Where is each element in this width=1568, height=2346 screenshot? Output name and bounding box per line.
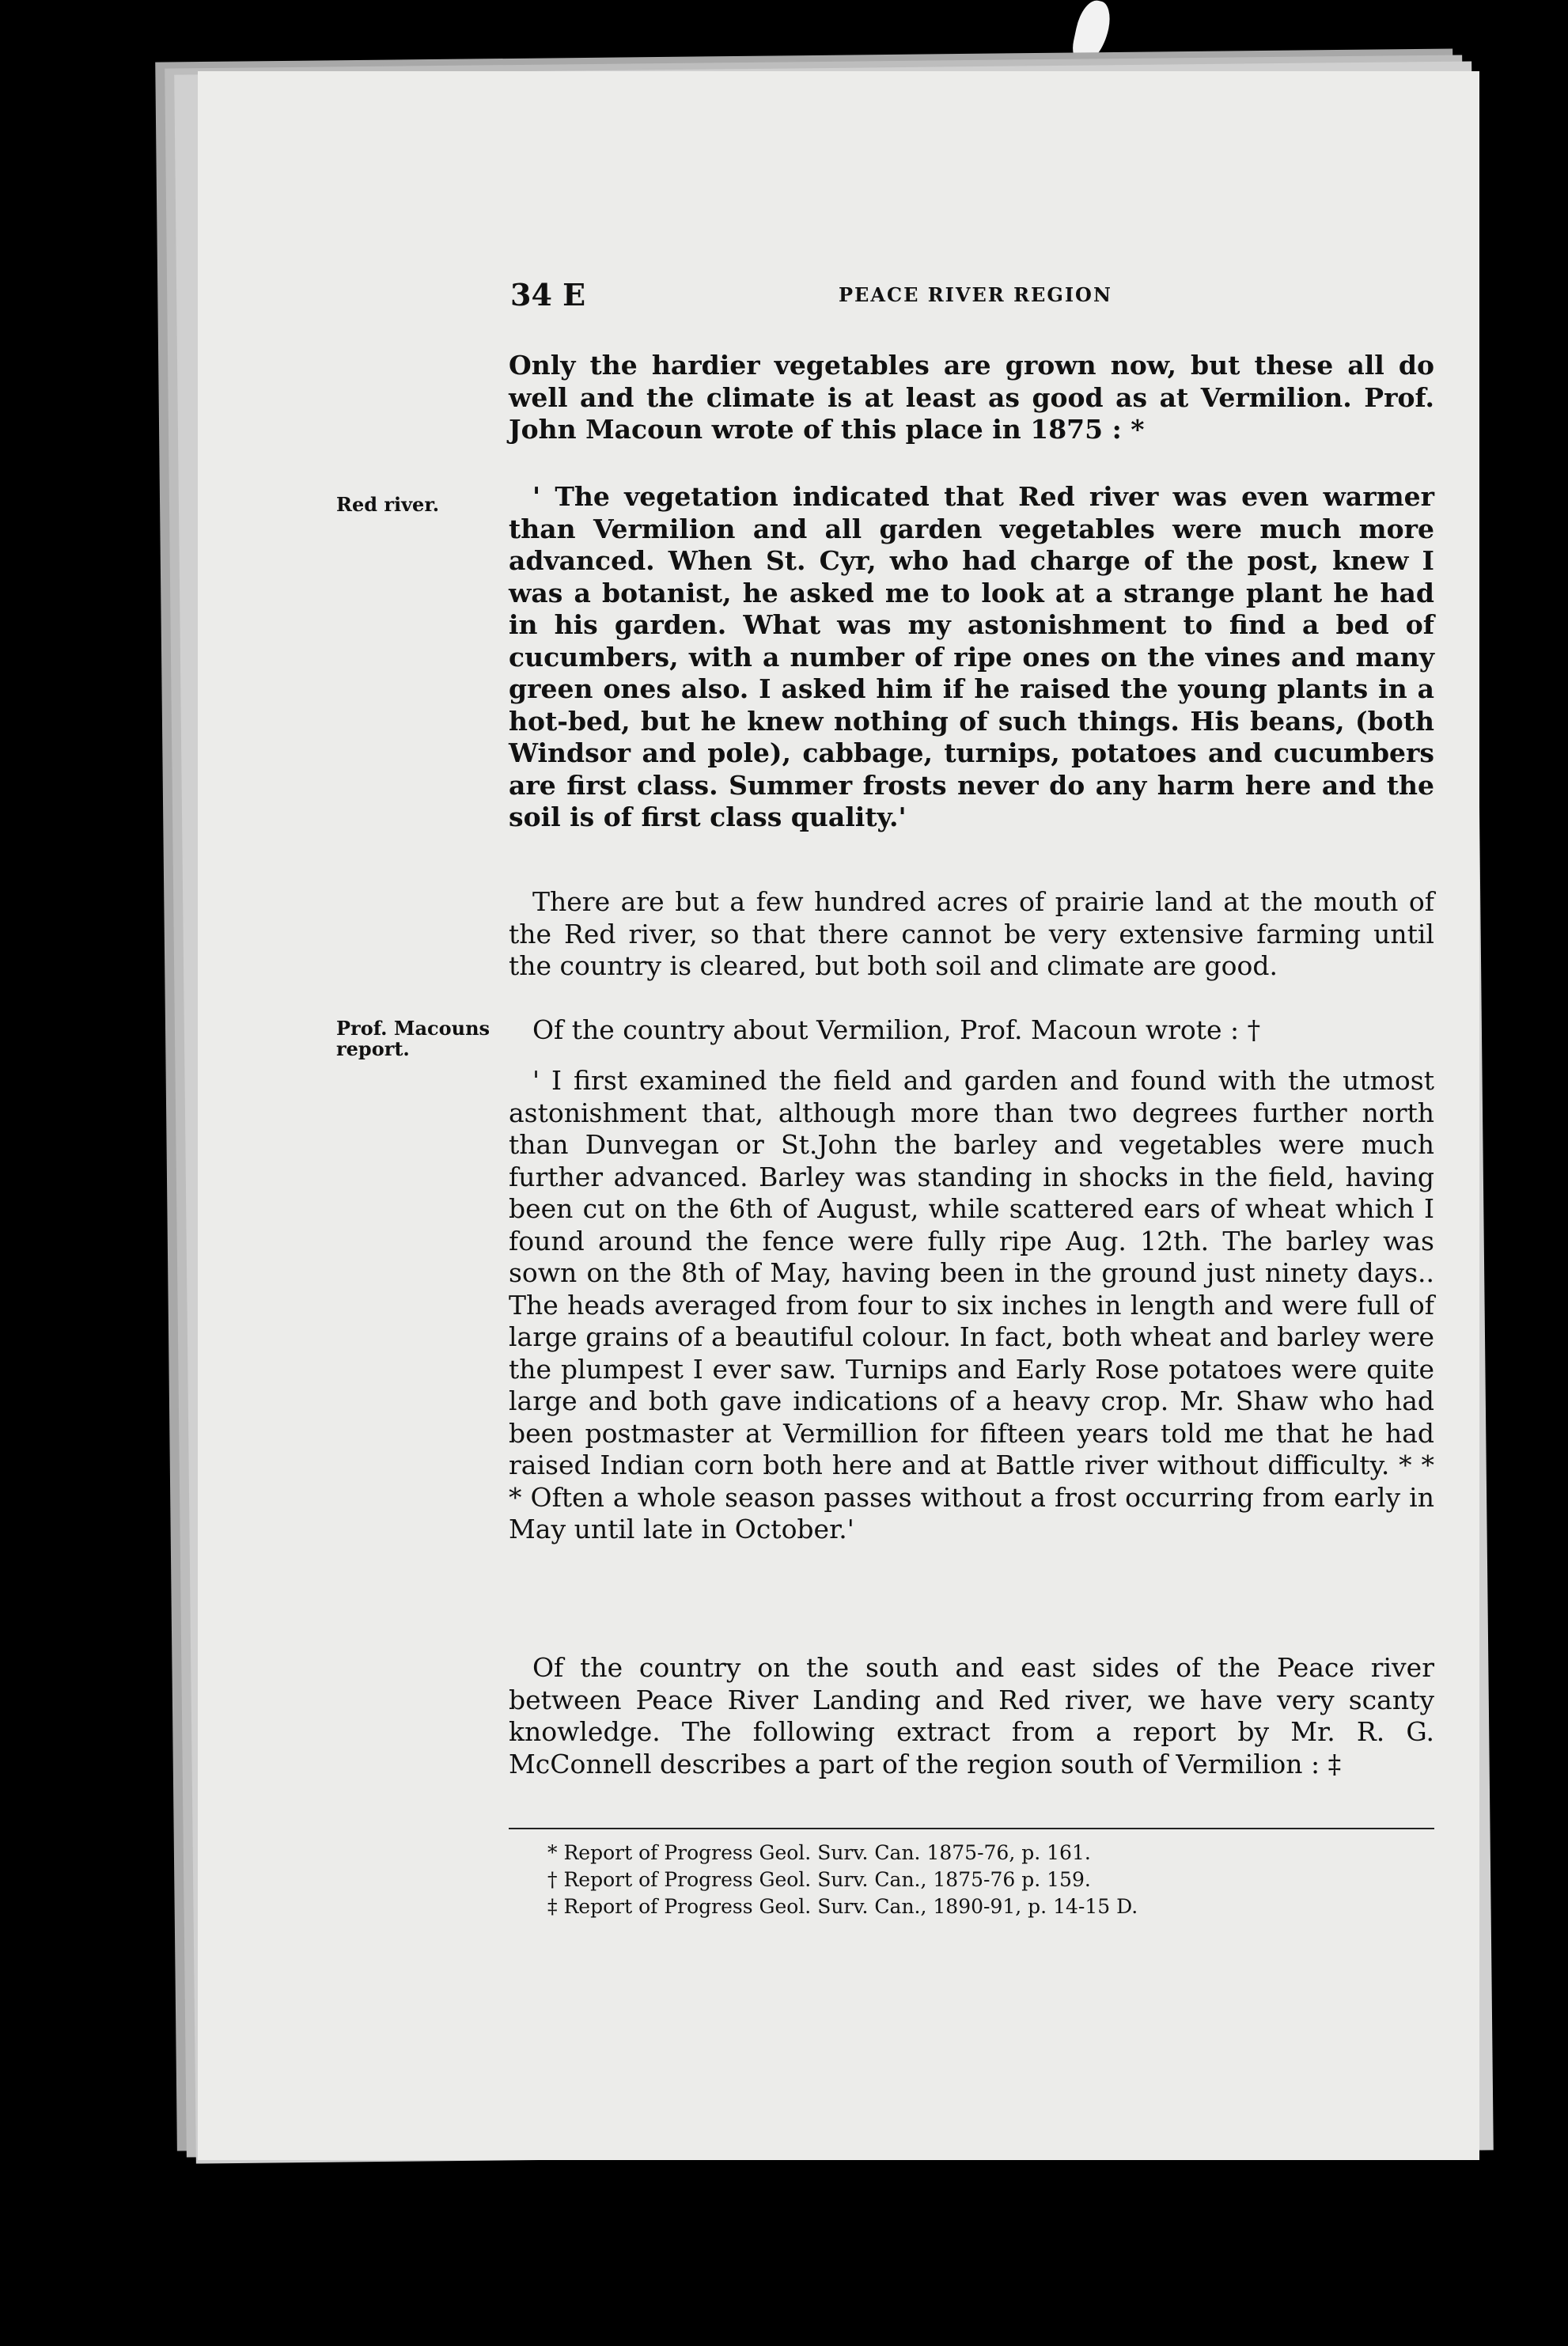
footnote: * Report of Progress Geol. Surv. Can. 1875-76, p. 161. xyxy=(547,1841,1091,1864)
running-title: PEACE RIVER REGION xyxy=(839,283,1112,306)
paragraph-intro: Only the hardier vegetables are grown now, but these all do well and the climate is at least as good as at Vermilion. Prof. John Macoun wrote of this place in 1875 : * xyxy=(509,350,1434,445)
paragraph-prairie-land: There are but a few hundred acres of prairie land at the mouth of the Red river, so that there cannot be very extensive farming until the country is cleared, but both soil and climate are good. xyxy=(509,886,1434,981)
footnote: ‡ Report of Progress Geol. Surv. Can., 1890-91, p. 14-15 D. xyxy=(547,1895,1138,1918)
footnote: † Report of Progress Geol. Surv. Can., 1875-76 p. 159. xyxy=(547,1868,1091,1891)
sidenote-red-river: Red river. xyxy=(336,493,440,516)
footnotes xyxy=(522,1840,1408,1920)
footnote-rule xyxy=(509,1828,1434,1829)
paragraph-red-river-quote: ' The vegetation indicated that Red river was even warmer than Vermilion and all garden vegetables were much more advanced. When St. Cyr, who had charge of the post, knew I was a botanist, he asked me to look at a strange plant he had in his garden. What was my astonishment to find a bed of cucumbers, with a number of ripe ones on the vines and many green ones also. I asked him if he raised the young plants in a hot-bed, but he knew nothing of such things. His beans, (both Windsor and pole), cabbage, turnips, potatoes and cucumbers are first class. Summer frosts never do any harm here and the soil is of first class quality.' xyxy=(509,481,1434,832)
page-number: 34 E xyxy=(510,277,586,313)
sidenote-prof-macoun-report: Prof. Macouns report. xyxy=(336,1017,490,1060)
paragraph-south-east: Of the country on the south and east sides of the Peace river between Peace River Landing and Red river, we have very scanty knowledge. The following extract from a report by Mr. R. G. McConnell describes a part of the region south of Vermilion : ‡ xyxy=(509,1652,1434,1779)
scanned-page xyxy=(198,71,1479,2160)
paragraph-vermilion-quote: ' I first examined the field and garden and found with the utmost astonishment that, although more than two degrees further north than Dunvegan or St.John the barley and vegetables were much further advanced. Barley was standing in shocks in the field, having been cut on the 6th of August, while scattered ears of wheat which I found around the fence were fully ripe Aug. 12th. The barley was sown on the 8th of May, having been in the ground just ninety days.. The heads averaged from four to six inches in length and were full of large grains of a beautiful colour. In fact, both wheat and barley were the plumpest I ever saw. Turnips and Early Rose potatoes were quite large and both gave indications of a heavy crop. Mr. Shaw who had been postmaster at Vermillion for fifteen years told me that he had raised Indian corn both here and at Battle river without difficulty. * * * Often a whole season passes without a frost occurring from early in May until late in October.' xyxy=(509,1065,1434,1544)
paragraph-vermilion-intro: Of the country about Vermilion, Prof. Macoun wrote : † xyxy=(532,1014,1261,1045)
page-header xyxy=(510,277,1412,313)
